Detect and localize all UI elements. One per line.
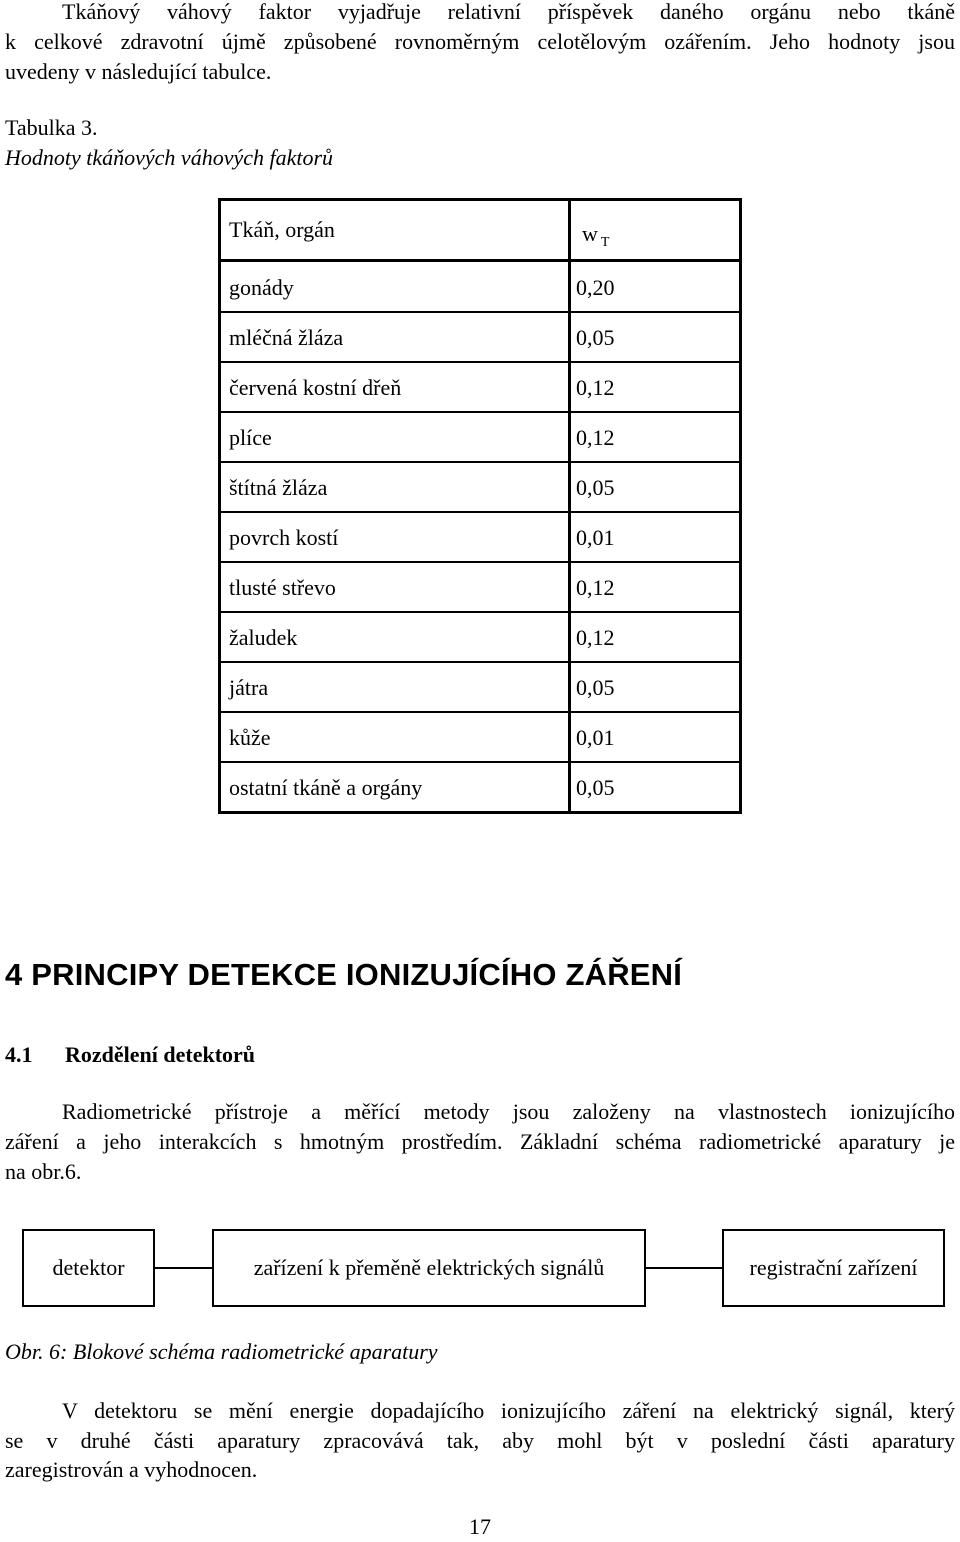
diagram-caption: Obr. 6: Blokové schéma radiometrické aparatury (5, 1339, 438, 1364)
para1-line-2: záření a jeho interakcích s hmotným prostředím. Základní schéma radiometrické aparatury je (5, 1129, 955, 1154)
diagram-connector (155, 1267, 212, 1269)
table-cell-tissue: mléčná žláza (229, 325, 344, 350)
table-header-divider (221, 259, 739, 262)
diagram-box-label: registrační zařízení (749, 1255, 918, 1280)
table-row-divider (221, 611, 739, 613)
diagram-box-recorder (722, 1229, 945, 1307)
table-cell-weight: 0,05 (576, 475, 615, 500)
subsection-title: Rozdělení detektorů (65, 1042, 256, 1067)
table-row-divider (221, 661, 739, 663)
table-row-divider (221, 761, 739, 763)
table-cell-tissue: žaludek (229, 625, 298, 650)
table-header-weight-subscript: T (600, 235, 610, 250)
weighting-factor-table (218, 198, 742, 814)
table-cell-tissue: gonády (229, 275, 294, 300)
table-header-tissue: Tkáň, orgán (229, 217, 335, 242)
table-row-divider (221, 511, 739, 513)
para1-line-1: Radiometrické přístroje a měřící metody jsou založeny na vlastnostech ionizujícího (62, 1099, 955, 1124)
section-heading: 4 PRINCIPY DETEKCE IONIZUJÍCÍHO ZÁŘENÍ (5, 957, 683, 992)
page-number: 17 (469, 1514, 491, 1539)
table-row-divider (221, 311, 739, 313)
intro-line-1: Tkáňový váhový faktor vyjadřuje relativní příspěvek daného orgánu nebo tkáně (62, 0, 955, 24)
table-cell-weight: 0,05 (576, 775, 615, 800)
table-row-divider (221, 711, 739, 713)
table-cell-weight: 0,01 (576, 725, 615, 750)
diagram-box-label: detektor (52, 1255, 125, 1280)
intro-line-2: k celkové zdravotní újmě způsobené rovnoměrným celotělovým ozářením. Jeho hodnoty jsou (5, 29, 955, 54)
intro-line-3: uvedeny v následující tabulce. (5, 59, 272, 84)
table-cell-weight: 0,05 (576, 675, 615, 700)
table-cell-tissue: tlusté střevo (229, 575, 336, 600)
para1-line-3: na obr.6. (5, 1159, 82, 1184)
para2-line-1: V detektoru se mění energie dopadajícího ionizujícího záření na elektrický signál, který (62, 1398, 955, 1423)
table-header-weight (582, 219, 609, 258)
table-cell-tissue: povrch kostí (229, 525, 339, 550)
diagram-box-signal-converter (212, 1229, 646, 1307)
table-row-divider (221, 411, 739, 413)
table-column-divider (568, 201, 571, 811)
diagram-connector (646, 1267, 722, 1269)
table-cell-tissue: červená kostní dřeň (229, 375, 402, 400)
table-cell-tissue: plíce (229, 425, 272, 450)
table-cell-tissue: kůže (229, 725, 271, 750)
table-cell-weight: 0,20 (576, 275, 615, 300)
table-header-weight-symbol: w (582, 221, 598, 246)
table-cell-weight: 0,01 (576, 525, 615, 550)
table-cell-weight: 0,12 (576, 575, 615, 600)
subsection-number: 4.1 (5, 1042, 33, 1067)
table-cell-tissue: ostatní tkáně a orgány (229, 775, 423, 800)
table-row-divider (221, 361, 739, 363)
table-caption-title: Hodnoty tkáňových váhových faktorů (5, 145, 334, 170)
subsection-heading (5, 1040, 255, 1070)
table-cell-weight: 0,12 (576, 375, 615, 400)
table-cell-weight: 0,12 (576, 625, 615, 650)
table-cell-weight: 0,12 (576, 425, 615, 450)
diagram-box-detector (22, 1229, 155, 1307)
para2-line-3: zaregistrován a vyhodnocen. (5, 1457, 258, 1482)
para2-line-2: se v druhé části aparatury zpracovává tak, aby mohl být v poslední části aparatury (5, 1428, 955, 1453)
table-caption-label: Tabulka 3. (5, 115, 98, 140)
table-row-divider (221, 461, 739, 463)
table-cell-weight: 0,05 (576, 325, 615, 350)
table-cell-tissue: játra (229, 675, 269, 700)
table-row-divider (221, 561, 739, 563)
diagram-box-label: zařízení k přeměně elektrických signálů (253, 1255, 605, 1280)
table-cell-tissue: štítná žláza (229, 475, 328, 500)
